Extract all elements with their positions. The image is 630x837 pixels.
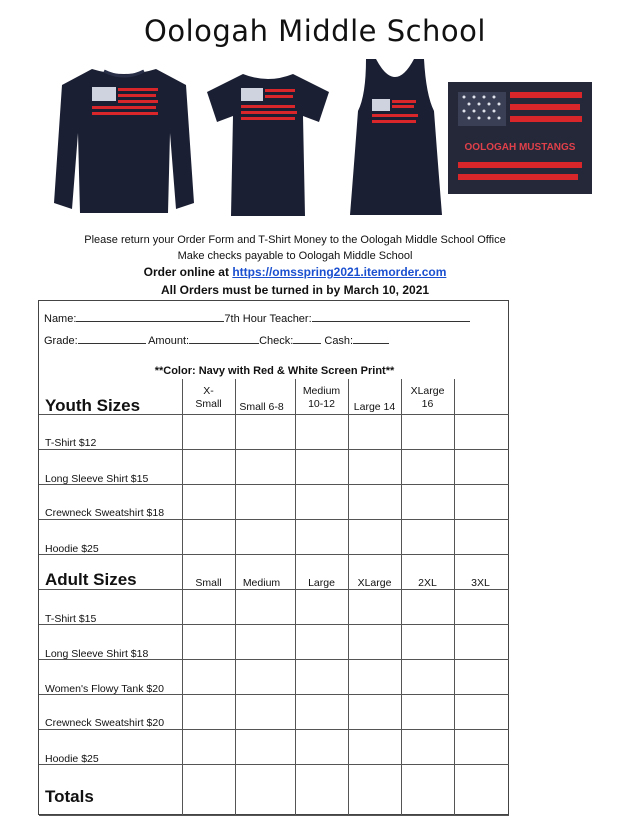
- design-logo: [448, 82, 592, 194]
- youth-col-small: Small 6-8: [239, 401, 284, 413]
- youth-col-xsmall: X- Small: [195, 385, 222, 410]
- grid-row-line: [39, 519, 509, 520]
- adult-col-3xl: 3XL: [471, 577, 490, 589]
- youth-col-large: Large 14: [353, 401, 396, 413]
- totals-label: Totals: [45, 787, 94, 806]
- youth-col-xlarge: XLarge 16: [410, 385, 445, 410]
- name-field[interactable]: Name: 7th Hour Teacher:: [44, 311, 470, 325]
- grid-col-line: [295, 379, 296, 815]
- grid-col-line: [454, 379, 455, 815]
- youth-item-label: Crewneck Sweatshirt $18: [45, 507, 165, 519]
- grid-row-line: [39, 729, 509, 730]
- grid-row-line: [39, 414, 509, 415]
- grid-row-line: [39, 659, 509, 660]
- flowy-tank-image: [348, 55, 443, 220]
- grid-row-line: [39, 589, 509, 590]
- adult-col-xlarge: XLarge: [357, 577, 392, 589]
- grid-row-line: [39, 815, 509, 816]
- svg-text:OOLOGAH MUSTANGS: OOLOGAH MUSTANGS: [464, 142, 576, 153]
- adult-col-large: Large: [308, 577, 335, 589]
- deadline-note: All Orders must be turned in by March 10, 2021: [160, 283, 430, 297]
- grid-col-line: [401, 379, 402, 815]
- adult-item-label: Women's Flowy Tank $20: [45, 683, 164, 695]
- youth-item-label: Long Sleeve Shirt $15: [45, 473, 149, 485]
- grid-row-line: [39, 484, 509, 485]
- order-form: [38, 300, 509, 815]
- grid-row-line: [39, 694, 509, 695]
- youth-item-label: T-Shirt $12: [45, 437, 97, 449]
- crewneck-sweatshirt-image: [52, 63, 197, 221]
- adult-col-medium: Medium: [242, 577, 281, 589]
- adult-item-label: Hoodie $25: [45, 753, 99, 765]
- payment-fields[interactable]: Grade: Amount: Check: Cash:: [44, 333, 389, 347]
- grid-col-line: [348, 379, 349, 815]
- page-title: Oologah Middle School: [144, 14, 486, 48]
- grid-row-line: [39, 764, 509, 765]
- grid-col-line: [235, 379, 236, 815]
- order-online-link[interactable]: https://omsspring2021.itemorder.com: [232, 265, 447, 279]
- return-instructions: Please return your Order Form and T-Shirt Money to the Oologah Middle School Office: [84, 234, 506, 246]
- youth-sizes-heading: Youth Sizes: [45, 396, 141, 415]
- adult-item-label: Crewneck Sweatshirt $20: [45, 717, 165, 729]
- grid-row-line: [39, 554, 509, 555]
- grid-row-line: [39, 624, 509, 625]
- color-note: **Color: Navy with Red & White Screen Print**: [154, 365, 395, 377]
- order-online: Order online at https://omsspring2021.itemorder.com: [143, 265, 447, 279]
- t-shirt-image: [203, 70, 333, 220]
- youth-item-label: Hoodie $25: [45, 543, 99, 555]
- adult-sizes-heading: Adult Sizes: [45, 570, 137, 589]
- payable-note: Make checks payable to Oologah Middle School: [177, 250, 413, 262]
- youth-col-medium: Medium 10-12: [302, 385, 341, 410]
- grid-row-line: [39, 449, 509, 450]
- adult-item-label: T-Shirt $15: [45, 613, 97, 625]
- adult-col-2xl: 2XL: [418, 577, 437, 589]
- adult-item-label: Long Sleeve Shirt $18: [45, 648, 149, 660]
- adult-col-small: Small: [195, 577, 222, 589]
- grid-col-line: [182, 379, 183, 815]
